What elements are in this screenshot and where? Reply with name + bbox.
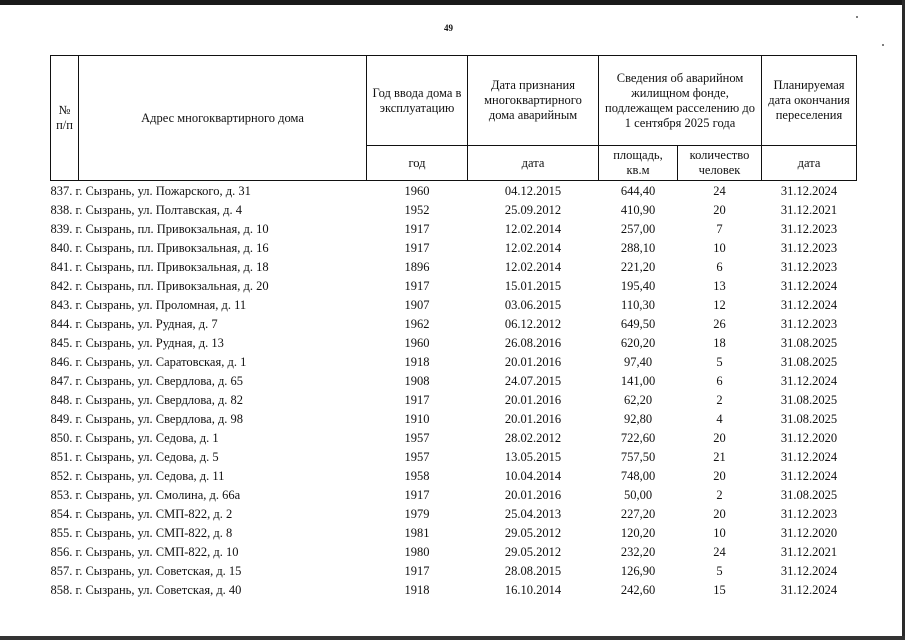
table-row: [51, 372, 857, 391]
cell-recognition-date: 15.01.2015: [504, 279, 562, 293]
table-row: [51, 258, 857, 277]
table-row: [51, 505, 857, 524]
table-row: [51, 391, 857, 410]
cell-year: 1960: [404, 336, 430, 350]
cell-year: 1917: [404, 393, 430, 407]
cell-planned-end: 31.08.2025: [780, 336, 838, 350]
cell-planned-end: 31.08.2025: [780, 393, 838, 407]
cell-area: 242,60: [620, 583, 656, 597]
page-number: 49: [444, 23, 453, 33]
table-row: [51, 467, 857, 486]
cell-people: 10: [713, 241, 726, 255]
cell-planned-end: 31.12.2020: [780, 431, 838, 445]
cell-recognition-date: 12.02.2014: [504, 241, 562, 255]
cell-address: 854. г. Сызрань, ул. СМП-822, д. 2: [50, 507, 233, 521]
cell-year: 1918: [404, 583, 430, 597]
cell-year: 1907: [404, 298, 430, 312]
cell-area: 410,90: [620, 203, 656, 217]
cell-address: 848. г. Сызрань, ул. Свердлова, д. 82: [50, 393, 244, 407]
cell-area: 92,80: [623, 412, 653, 426]
cell-people: 6: [716, 374, 723, 388]
scan-speck: [856, 16, 858, 18]
table-body: [51, 181, 857, 601]
cell-people: 5: [716, 355, 723, 369]
cell-year: 1952: [404, 203, 430, 217]
cell-recognition-date: 20.01.2016: [504, 488, 562, 502]
header-address: Адрес многоквартирного дома: [79, 56, 367, 181]
cell-recognition-date: 12.02.2014: [504, 222, 562, 236]
table-row: [51, 296, 857, 315]
cell-address: 845. г. Сызрань, ул. Рудная, д. 13: [50, 336, 224, 350]
cell-address: 856. г. Сызрань, ул. СМП-822, д. 10: [50, 545, 239, 559]
cell-recognition-date: 03.06.2015: [504, 298, 562, 312]
subheader-end-date: дата: [762, 146, 857, 181]
table-row: [51, 201, 857, 220]
cell-year: 1917: [404, 241, 430, 255]
scan-top-edge: [0, 0, 905, 5]
cell-people: 24: [713, 545, 726, 559]
cell-people: 20: [713, 507, 726, 521]
cell-year: 1962: [404, 317, 430, 331]
cell-people: 26: [713, 317, 726, 331]
cell-recognition-date: 25.09.2012: [504, 203, 562, 217]
table-row: [51, 353, 857, 372]
table-row: [51, 429, 857, 448]
cell-area: 50,00: [623, 488, 653, 502]
cell-address: 855. г. Сызрань, ул. СМП-822, д. 8: [50, 526, 233, 540]
subheader-year: год: [367, 146, 468, 181]
cell-address: 837. г. Сызрань, ул. Пожарского, д. 31: [50, 184, 251, 198]
cell-area: 195,40: [620, 279, 656, 293]
cell-area: 97,40: [623, 355, 653, 369]
cell-year: 1957: [404, 431, 430, 445]
cell-year: 1979: [404, 507, 430, 521]
scan-bottom-edge: [0, 636, 905, 640]
cell-year: 1910: [404, 412, 430, 426]
cell-recognition-date: 12.02.2014: [504, 260, 562, 274]
cell-address: 846. г. Сызрань, ул. Саратовская, д. 1: [50, 355, 247, 369]
cell-people: 6: [716, 260, 723, 274]
cell-planned-end: 31.12.2024: [780, 450, 838, 464]
cell-planned-end: 31.12.2023: [780, 260, 838, 274]
cell-planned-end: 31.12.2023: [780, 241, 838, 255]
header-recognition-date: Дата признания многоквартирного дома аварийным: [468, 56, 599, 146]
cell-area: 126,90: [620, 564, 656, 578]
cell-recognition-date: 20.01.2016: [504, 393, 562, 407]
cell-area: 110,30: [621, 298, 655, 312]
table-row: [51, 334, 857, 353]
cell-area: 748,00: [620, 469, 656, 483]
cell-people: 18: [713, 336, 726, 350]
cell-planned-end: 31.08.2025: [780, 412, 838, 426]
cell-people: 12: [713, 298, 726, 312]
cell-recognition-date: 24.07.2015: [504, 374, 562, 388]
cell-address: 849. г. Сызрань, ул. Свердлова, д. 98: [50, 412, 244, 426]
table-row: [51, 181, 857, 202]
cell-year: 1918: [404, 355, 430, 369]
cell-area: 757,50: [620, 450, 656, 464]
cell-people: 20: [713, 203, 726, 217]
cell-people: 21: [713, 450, 726, 464]
cell-recognition-date: 28.08.2015: [504, 564, 562, 578]
cell-year: 1917: [404, 279, 430, 293]
cell-people: 5: [716, 564, 723, 578]
cell-address: 851. г. Сызрань, ул. Седова, д. 5: [50, 450, 219, 464]
cell-address: 844. г. Сызрань, ул. Рудная, д. 7: [50, 317, 218, 331]
cell-people: 20: [713, 469, 726, 483]
cell-area: 221,20: [620, 260, 656, 274]
cell-recognition-date: 13.05.2015: [504, 450, 562, 464]
cell-people: 24: [713, 184, 726, 198]
subheader-area: площадь, кв.м: [599, 146, 678, 181]
cell-year: 1957: [404, 450, 430, 464]
cell-address: 853. г. Сызрань, ул. Смолина, д. 66а: [50, 488, 241, 502]
cell-address: 852. г. Сызрань, ул. Седова, д. 11: [50, 469, 225, 483]
cell-year: 1980: [404, 545, 430, 559]
cell-people: 20: [713, 431, 726, 445]
cell-planned-end: 31.12.2024: [780, 564, 838, 578]
cell-recognition-date: 20.01.2016: [504, 412, 562, 426]
cell-planned-end: 31.12.2023: [780, 317, 838, 331]
cell-planned-end: 31.12.2023: [780, 222, 838, 236]
cell-recognition-date: 06.12.2012: [504, 317, 562, 331]
cell-planned-end: 31.12.2020: [780, 526, 838, 540]
cell-year: 1917: [404, 222, 430, 236]
cell-address: 858. г. Сызрань, ул. Советская, д. 40: [50, 583, 242, 597]
emergency-housing-table: [50, 55, 857, 600]
scan-speck: [882, 44, 884, 46]
cell-address: 847. г. Сызрань, ул. Свердлова, д. 65: [50, 374, 244, 388]
cell-area: 232,20: [620, 545, 656, 559]
cell-people: 2: [716, 393, 723, 407]
cell-recognition-date: 25.04.2013: [504, 507, 562, 521]
cell-address: 838. г. Сызрань, ул. Полтавская, д. 4: [50, 203, 242, 217]
cell-recognition-date: 29.05.2012: [504, 545, 562, 559]
cell-area: 649,50: [620, 317, 656, 331]
table-row: [51, 524, 857, 543]
cell-recognition-date: 29.05.2012: [504, 526, 562, 540]
cell-year: 1958: [404, 469, 430, 483]
cell-area: 722,60: [620, 431, 656, 445]
cell-year: 1917: [404, 488, 430, 502]
cell-people: 13: [713, 279, 726, 293]
cell-address: 840. г. Сызрань, пл. Привокзальная, д. 16: [50, 241, 269, 255]
cell-recognition-date: 10.04.2014: [504, 469, 562, 483]
table-row: [51, 486, 857, 505]
cell-address: 857. г. Сызрань, ул. Советская, д. 15: [50, 564, 242, 578]
cell-planned-end: 31.12.2024: [780, 583, 838, 597]
table-row: [51, 562, 857, 581]
cell-area: 227,20: [620, 507, 656, 521]
table-row: [51, 239, 857, 258]
cell-people: 2: [716, 488, 723, 502]
cell-year: 1960: [404, 184, 430, 198]
cell-planned-end: 31.12.2021: [780, 545, 838, 559]
cell-address: 850. г. Сызрань, ул. Седова, д. 1: [50, 431, 219, 445]
subheader-date: дата: [468, 146, 599, 181]
cell-recognition-date: 16.10.2014: [504, 583, 562, 597]
cell-address: 841. г. Сызрань, пл. Привокзальная, д. 18: [50, 260, 269, 274]
cell-recognition-date: 28.02.2012: [504, 431, 562, 445]
cell-planned-end: 31.12.2024: [780, 469, 838, 483]
cell-year: 1908: [404, 374, 430, 388]
cell-planned-end: 31.12.2024: [780, 374, 838, 388]
table-row: [51, 315, 857, 334]
cell-people: 4: [716, 412, 723, 426]
cell-recognition-date: 20.01.2016: [504, 355, 562, 369]
cell-area: 644,40: [620, 184, 656, 198]
subheader-people: количество человек: [678, 146, 762, 181]
cell-area: 141,00: [620, 374, 656, 388]
cell-people: 7: [716, 222, 723, 236]
header-emergency-info: Сведения об аварийном жилищном фонде, подлежащем расселению до 1 сентября 2025 года: [599, 56, 762, 146]
cell-planned-end: 31.12.2024: [780, 184, 838, 198]
cell-address: 842. г. Сызрань, пл. Привокзальная, д. 20: [50, 279, 269, 293]
table-row: [51, 410, 857, 429]
cell-year: 1896: [404, 260, 430, 274]
cell-planned-end: 31.12.2024: [780, 279, 838, 293]
cell-people: 10: [713, 526, 726, 540]
cell-year: 1917: [404, 564, 430, 578]
table-row: [51, 581, 857, 600]
cell-address: 839. г. Сызрань, пл. Привокзальная, д. 10: [50, 222, 269, 236]
cell-planned-end: 31.12.2023: [780, 507, 838, 521]
header-number: № п/п: [51, 56, 79, 181]
table-row: [51, 220, 857, 239]
cell-area: 120,20: [620, 526, 656, 540]
cell-address: 843. г. Сызрань, ул. Проломная, д. 11: [50, 298, 247, 312]
cell-people: 15: [713, 583, 726, 597]
cell-area: 257,00: [620, 222, 656, 236]
cell-area: 62,20: [623, 393, 653, 407]
cell-year: 1981: [404, 526, 430, 540]
cell-planned-end: 31.08.2025: [780, 488, 838, 502]
header-year: Год ввода дома в эксплуатацию: [367, 56, 468, 146]
table-row: [51, 277, 857, 296]
table-row: [51, 448, 857, 467]
cell-area: 288,10: [620, 241, 656, 255]
cell-planned-end: 31.12.2024: [780, 298, 838, 312]
cell-recognition-date: 26.08.2016: [504, 336, 562, 350]
cell-area: 620,20: [620, 336, 656, 350]
cell-recognition-date: 04.12.2015: [504, 184, 562, 198]
cell-planned-end: 31.12.2021: [780, 203, 838, 217]
cell-planned-end: 31.08.2025: [780, 355, 838, 369]
header-planned-end: Планируемая дата окончания переселения: [762, 56, 857, 146]
table-row: [51, 543, 857, 562]
